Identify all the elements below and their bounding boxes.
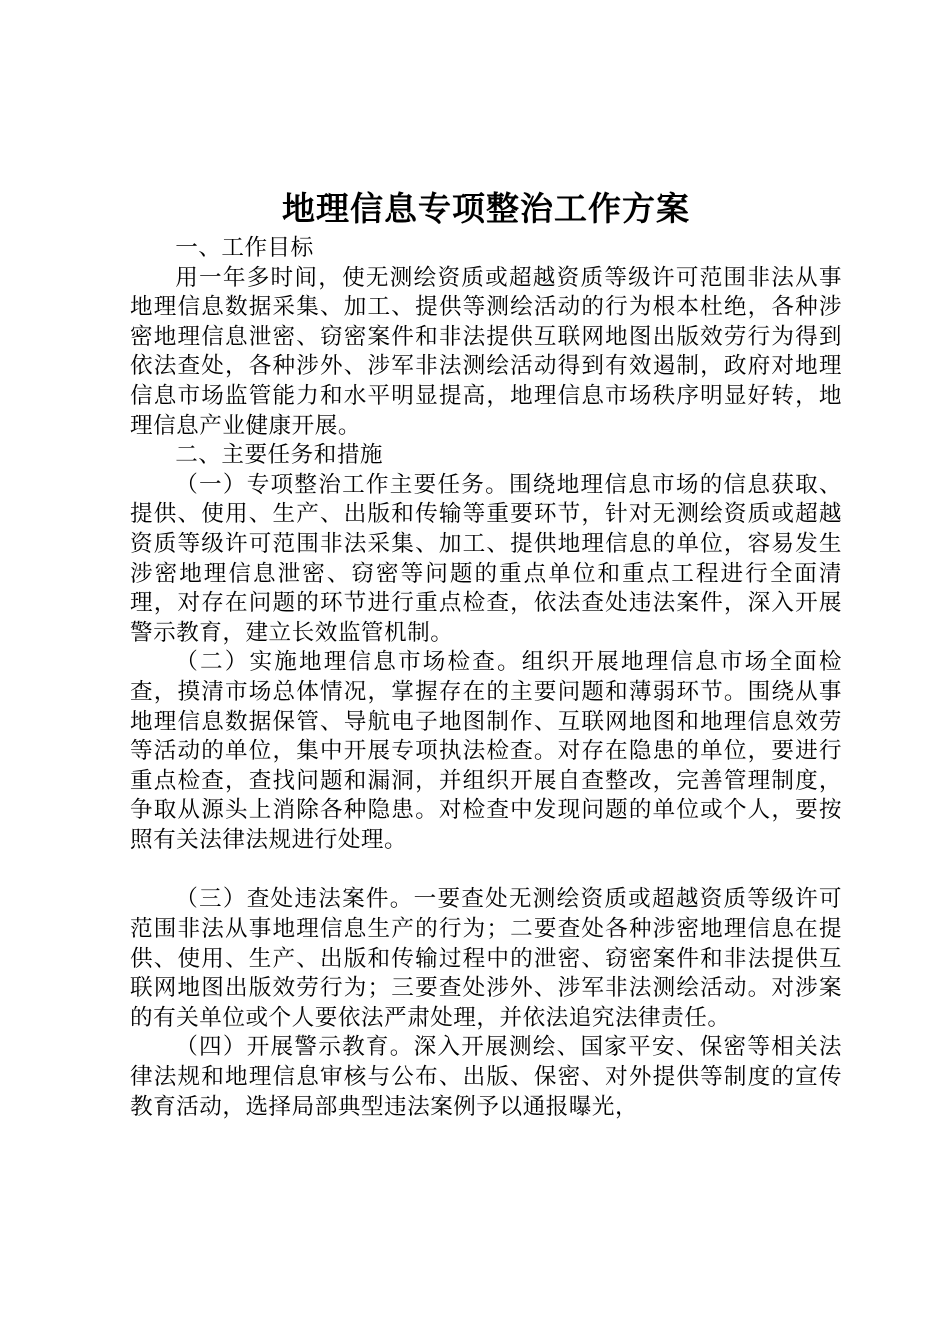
section-heading-goals: 一、工作目标 [175,235,314,261]
document-page [130,186,842,1122]
document-title: 地理信息专项整治工作方案 [282,189,690,228]
paragraph-goals-body: 用一年多时间，使无测绘资质或超越资质等级许可范围非法从事地理信息数据采集、加工、提供等测绘活动的行为根本杜绝，各种涉密地理信息泄密、窃密案件和非法提供互联网地图出版效劳行为得到依法查处，各种涉外、涉军非法测绘活动得到有效遏制，政府对地理信息市场监管能力和水平明显提高，地理信息市场秩序明显好转，地理信息产业健康开展。 [130,264,842,439]
paragraph-task-2: （二）实施地理信息市场检查。组织开展地理信息市场全面检查，摸清市场总体情况，掌握存在的主要问题和薄弱环节。围绕从事地理信息数据保管、导航电子地图制作、互联网地图和地理信息效劳等活动的单位，集中开展专项执法检查。对存在隐患的单位，要进行重点检查，查找问题和漏洞，并组织开展自查整改，完善管理制度，争取从源头上消除各种隐患。对检查中发现问题的单位或个人，要按照有关法律法规进行处理。 [130,649,842,853]
paragraph-task-4: （四）开展警示教育。深入开展测绘、国家平安、保密等相关法律法规和地理信息审核与公布、出版、保密、对外提供等制度的宣传教育活动，选择局部典型违法案例予以通报曝光， [130,1034,842,1120]
paragraph-task-1: （一）专项整治工作主要任务。围绕地理信息市场的信息获取、提供、使用、生产、出版和传输等重要环节，针对无测绘资质或超越资质等级许可范围非法采集、加工、提供地理信息的单位，容易发生涉密地理信息泄密、窃密等问题的重点单位和重点工程进行全面清理，对存在问题的环节进行重点检查，依法查处违法案件，深入开展警示教育，建立长效监管机制。 [130,471,842,646]
section-heading-tasks: 二、主要任务和措施 [175,442,384,469]
paragraph-task-3: （三）查处违法案件。一要查处无测绘资质或超越资质等级许可范围非法从事地理信息生产的行为；二要查处各种涉密地理信息在提供、使用、生产、出版和传输过程中的泄密、窃密案件和非法提供互联网地图出版效劳行为；三要查处涉外、涉军非法测绘活动。对涉案的有关单位或个人要依法严肃处理，并依法追究法律责任。 [130,886,842,1031]
